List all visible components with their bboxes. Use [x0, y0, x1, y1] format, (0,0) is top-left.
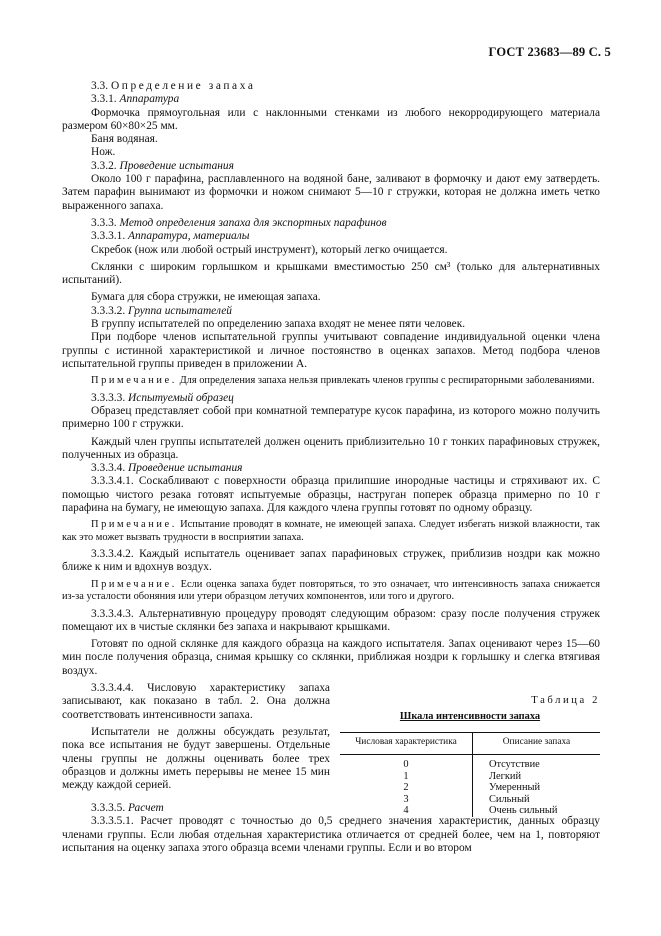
note-label: Примечание.: [91, 519, 177, 531]
column-header: Числовая характеристика: [340, 732, 473, 754]
paragraph: Формочка прямоугольная или с наклонными стенками из любого некорродирующего материала размером 60×80×25 мм.: [62, 106, 600, 132]
subsection-heading: [62, 217, 600, 230]
paragraph: Склянки с широким горлышком и крышками вместимостью 250 см³ (только для альтернативных испытаний).: [62, 260, 600, 287]
section-number: 3.3.3.3.: [91, 391, 126, 404]
document-body: [62, 80, 600, 855]
paragraph: Около 100 г парафина, расплавленного на водяной бане, заливают в формочку и дают ему затвердеть. Затем парафин вынимают из формочки и ножом снимают 5—10 г стружки, которая не должна иметь четко выраженного запаха.: [62, 173, 600, 212]
table-cell: Отсутствие: [489, 758, 540, 770]
section-title: Расчет: [128, 802, 164, 815]
table-cell: 4: [340, 805, 473, 817]
subsection-heading: [62, 392, 600, 405]
table-caption: Таблица 2: [531, 695, 600, 707]
table-cell: Умеренный: [489, 782, 541, 794]
note-label: Примечание.: [91, 375, 177, 387]
table-cell: 1: [340, 771, 473, 783]
subsection-heading: [62, 160, 600, 173]
table-row: [340, 782, 600, 794]
subsection-heading: [62, 305, 600, 318]
paragraph: Готовят по одной склянке для каждого образца на каждого испытателя. Запах оценивают через 15—60 мин после получения образца, снимая крышку со склянки, приближая ноздри к горлышку и слегка втягивая воздух.: [62, 638, 600, 677]
paragraph: 3.3.3.4.3. Альтернативную процедуру проводят следующим образом: сразу после получения стружек помещают их в чистые склянки без запаха и накрывают крышками.: [62, 607, 600, 633]
paragraph: При подборе членов испытательной группы учитывают совпадение индивидуальной оценки члена группы с истинной характеристикой и личное постоянство в оценках запахов. Метод подбора членов испытательной группы приведен в приложении А.: [62, 331, 600, 370]
table-cell: 0: [340, 754, 473, 770]
table-cell: Сильный: [489, 793, 530, 805]
section-title: Определение запаха: [110, 80, 256, 92]
section-title: Проведение испытания: [119, 159, 234, 172]
column-header: Описание запаха: [473, 732, 601, 754]
section-number: 3.3.2.: [91, 159, 117, 172]
section-number: 3.3.3.1.: [91, 230, 126, 243]
paragraph: 3.3.3.5.1. Расчет проводят с точностью до 0,5 среднего значения характеристик, данных образцу членами группы. Если любая отдельная характеристика отличается от средней более, чем на 1, повторяют испытания на оценку запаха этого образца всеми членами группы. Если и во втором: [62, 815, 600, 854]
section-number: 3.3.3.2.: [91, 304, 126, 317]
paragraph: Каждый член группы испытателей должен оценить приблизительно 10 г тонких парафиновых стружек, полученных из образца.: [62, 435, 600, 461]
paragraph: 3.3.3.4.1. Соскабливают с поверхности образца прилипшие инородные частицы и стряхивают их. С помощью чистого резака готовят испытуемые образцы, наструган поперек образца примерно по 10 г парафина на бумагу, не имеющую запаха. Для каждого члена группы готовят по одному образцу.: [62, 475, 600, 515]
table-cell: Очень сильный: [489, 805, 558, 817]
section-number: 3.3.1.: [91, 93, 117, 106]
section-number: 3.3.3.5.: [91, 802, 126, 815]
section-title: Аппаратура, материалы: [128, 230, 250, 243]
section-number: 3.3.: [91, 80, 109, 92]
table-row: [340, 754, 600, 770]
paragraph: 3.3.3.4.4. Числовую характеристику запаха записывают, как показано в табл. 2. Она должна соответствовать интенсивности запаха.: [62, 682, 330, 721]
table-block: [340, 682, 600, 817]
section-title: Испытуемый образец: [128, 391, 234, 404]
table-cell: Легкий: [489, 770, 522, 782]
paragraph: Скребок (нож или любой острый инструмент), который легко очищается.: [91, 243, 448, 256]
paragraph: Баня водяная.: [91, 133, 158, 146]
odor-scale-table: [340, 732, 600, 817]
section-title: Метод определения запаха для экспортных парафинов: [119, 216, 387, 229]
table-cell: 2: [340, 782, 473, 794]
subsection-heading: [62, 462, 600, 475]
table-cell: 3: [340, 794, 473, 806]
paragraph: 3.3.3.4.2. Каждый испытатель оценивает запах парафиновых стружек, приблизив ноздри как можно ближе к ним и вдохнув воздух.: [62, 548, 600, 574]
section-number: 3.3.3.: [91, 216, 117, 229]
paragraph: В группу испытателей по определению запаха входят не менее пяти человек.: [91, 318, 466, 331]
paragraph: Образец представляет собой при комнатной температуре кусок парафина, из которого можно получить примерно 100 г стружки.: [62, 404, 600, 431]
section-title: Проведение испытания: [128, 462, 243, 475]
section-title: Аппаратура: [119, 93, 180, 106]
table-header-row: [340, 732, 600, 754]
note-text: Испытание проводят в комнате, не имеющей запаха. Следует избегать низкой влажности, так как это может вызвать трудности в восприятии запаха.: [62, 519, 600, 543]
note: [62, 375, 600, 387]
left-column: [62, 682, 330, 792]
table-row: [340, 805, 600, 817]
subsection-heading: [62, 93, 600, 106]
section-title: Группа испытателей: [128, 304, 232, 317]
paragraph: Нож.: [91, 146, 116, 159]
note-text: Если оценка запаха будет повторяться, то это означает, что интенсивность запаха снижается из-за усталости обоняния или утери образцом летучих компонентов, или того и другого.: [62, 578, 600, 603]
note-label: Примечание.: [91, 578, 177, 590]
subsection-heading: [62, 230, 600, 243]
section-number: 3.3.3.4.: [91, 462, 126, 475]
table-row: [340, 794, 600, 806]
paragraph: Испытатели не должны обсуждать результат, пока все испытания не будут завершены. Отдельные члены группы не должны оценивать более трех образцов и должны иметь перерывы не менее 15 мин между каждой серией.: [62, 725, 330, 792]
note-text: Для определения запаха нельзя привлекать членов группы с респираторными заболеваниями.: [179, 375, 595, 387]
paragraph: Бумага для сбора стружки, не имеющая запаха.: [91, 291, 321, 304]
section-heading: [62, 80, 600, 93]
table-row: [340, 771, 600, 783]
note: [62, 579, 600, 604]
page-header: ГОСТ 23683—89 С. 5: [488, 45, 611, 59]
note: [62, 519, 600, 544]
table-title: Шкала интенсивности запаха: [399, 711, 541, 723]
